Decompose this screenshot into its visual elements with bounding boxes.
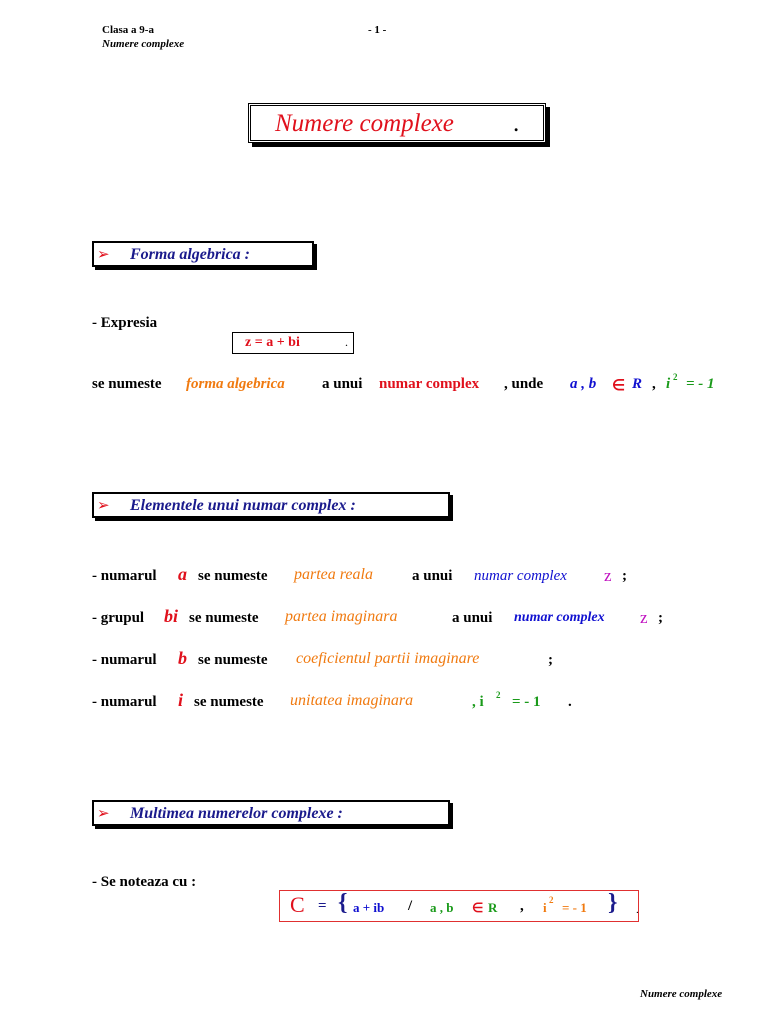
footer-subject: Numere complexe	[640, 988, 723, 1000]
element-row-2-symbol: bi	[164, 606, 179, 626]
formula-dot: .	[345, 335, 348, 349]
ab-term: a , b	[570, 376, 597, 392]
element-of-symbol: ∈	[612, 378, 626, 394]
element-row-3-name: coeficientul partii imaginare	[296, 650, 480, 667]
forma-algebrica-term: forma algebrica	[186, 376, 285, 392]
section-multimea	[92, 800, 450, 826]
set-R: R	[488, 900, 498, 915]
set-dot: .	[636, 904, 639, 916]
element-row-2-name: partea imaginara	[285, 608, 398, 625]
expresia-label: - Expresia	[92, 315, 158, 331]
algebraic-line-prefix: se numeste	[92, 376, 162, 392]
element-row-4-prefix: - numarul	[92, 694, 157, 710]
element-row-1-prefix: - numarul	[92, 568, 157, 584]
element-row-2-mid: se numeste	[189, 610, 259, 626]
header-subject: Numere complexe	[102, 38, 185, 50]
element-row-4-exponent: 2	[496, 690, 501, 700]
title-dot: .	[513, 110, 520, 137]
title-box	[248, 103, 546, 143]
set-label: - Se noteaza cu :	[92, 874, 197, 890]
element-row-3-end: ;	[548, 652, 553, 668]
element-row-1-mid: se numeste	[198, 568, 268, 584]
element-row-2-end: ;	[658, 610, 663, 626]
set-equals: =	[318, 898, 327, 914]
set-comma: ,	[520, 898, 524, 914]
section-label: Multimea numerelor complexe :	[130, 805, 343, 822]
formula-box	[232, 332, 354, 354]
a-unui-text: a unui	[322, 376, 363, 392]
element-row-1-name: partea reala	[294, 566, 373, 583]
element-row-2-nc: numar complex	[514, 610, 605, 625]
header-page-number: - 1 -	[368, 24, 387, 36]
i-symbol: i	[666, 376, 671, 392]
element-row-4-name: unitatea imaginara	[290, 692, 414, 709]
i-exponent: 2	[673, 372, 678, 382]
set-left-brace: {	[338, 890, 348, 916]
element-row-3-mid: se numeste	[198, 652, 268, 668]
element-row-4-symbol: i	[178, 690, 184, 710]
element-row-1-symbol: a	[178, 564, 187, 584]
header-class-label: Clasa a 9-a	[102, 24, 154, 36]
element-row-3-symbol: b	[178, 648, 187, 668]
set-symbol-C: C	[290, 892, 305, 917]
set-i: i	[543, 900, 547, 915]
section-forma-algebrica	[92, 241, 314, 267]
section-label: Forma algebrica :	[130, 246, 250, 263]
numar-complex-term: numar complex	[379, 376, 480, 392]
arrow-bullet-icon: ➢	[97, 247, 110, 263]
formula-text: z = a + bi	[245, 335, 300, 350]
set-expr: a + ib	[353, 900, 385, 915]
unde-text: , unde	[504, 376, 544, 392]
set-element-of: ∈	[472, 900, 484, 915]
element-row-4-mid: se numeste	[194, 694, 264, 710]
element-row-2-z: z	[640, 608, 648, 627]
arrow-bullet-icon: ➢	[97, 806, 110, 822]
i-equals: = - 1	[686, 376, 715, 392]
element-row-1-nc: numar complex	[474, 568, 567, 584]
comma: ,	[652, 376, 656, 392]
element-row-1-end: ;	[622, 568, 627, 584]
element-row-2-prefix: - grupul	[92, 610, 145, 626]
section-elementele	[92, 492, 450, 518]
arrow-bullet-icon: ➢	[97, 498, 110, 514]
element-row-1-z: z	[604, 566, 612, 585]
section-label: Elementele unui numar complex :	[130, 497, 356, 514]
element-row-4-end: .	[568, 694, 572, 710]
set-i-eq: = - 1	[562, 900, 587, 915]
element-row-1-a-unui: a unui	[412, 568, 453, 584]
element-row-4-eq: = - 1	[512, 694, 541, 710]
element-row-2-a-unui: a unui	[452, 610, 493, 626]
real-set-symbol: R	[632, 376, 643, 392]
page-title: Numere complexe	[275, 110, 454, 137]
element-row-4-i: , i	[472, 694, 484, 710]
set-ab: a , b	[430, 900, 454, 915]
set-right-brace: }	[608, 890, 618, 916]
set-i-exponent: 2	[549, 895, 554, 905]
set-slash: /	[408, 898, 413, 914]
element-row-3-prefix: - numarul	[92, 652, 157, 668]
